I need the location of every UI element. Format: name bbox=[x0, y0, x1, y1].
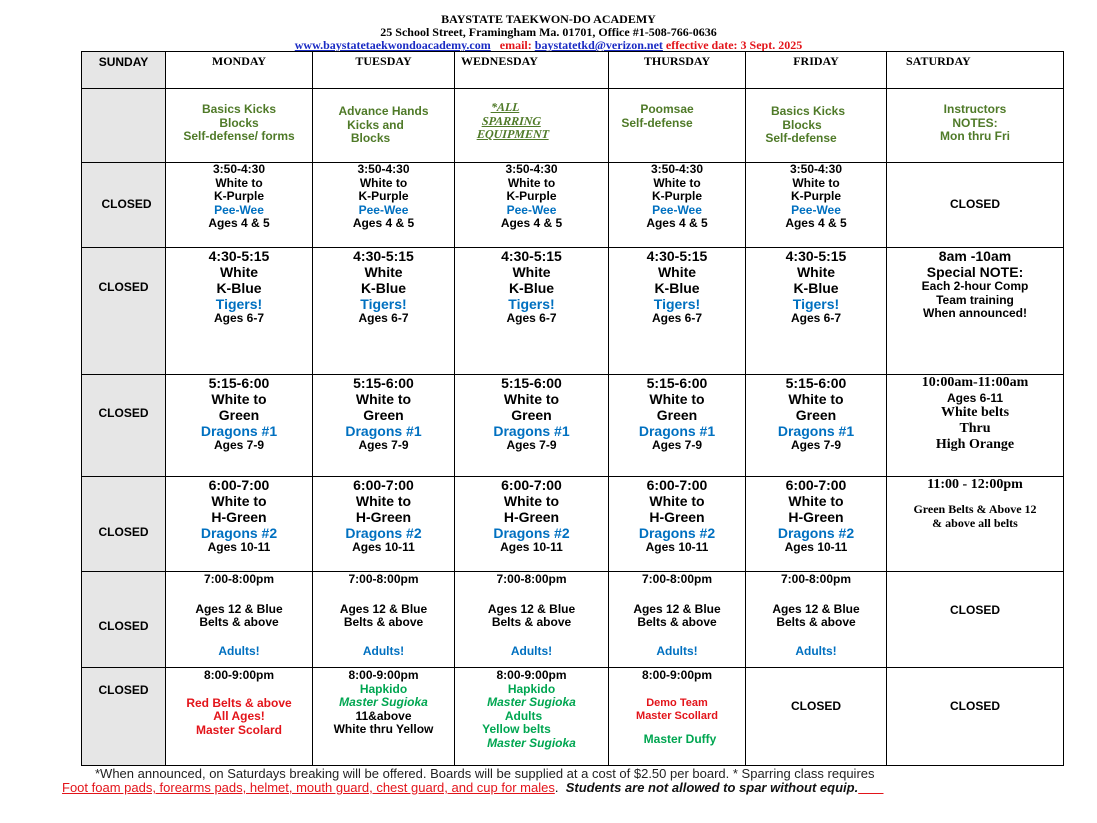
tigers-row bbox=[82, 248, 1064, 375]
day-header-saturday: SATURDAY bbox=[887, 52, 1064, 89]
adults-row bbox=[82, 572, 1064, 668]
day-header-tuesday: TUESDAY bbox=[313, 52, 455, 89]
footer-note: *When announced, on Saturdays breaking will be offered. Boards will be supplied at a cost of $2.50 per board. * Sparring class requires bbox=[95, 766, 875, 781]
saturday-green-class: 11:00 - 12:00pm Green Belts & Above 12 & above all belts bbox=[887, 477, 1064, 572]
class-slot: 5:15-6:00 White to Green Dragons #1 Ages 7-9 bbox=[313, 375, 455, 477]
sunday-closed: CLOSED bbox=[82, 572, 166, 668]
email-link[interactable]: baystatetkd@verizon.net bbox=[534, 38, 663, 52]
contact-line bbox=[0, 38, 1097, 52]
class-slot: 5:15-6:00 White to Green Dragons #1 Ages 7-9 bbox=[746, 375, 887, 477]
late-row bbox=[82, 668, 1064, 766]
class-slot: 6:00-7:00 White to H-Green Dragons #2 Ages 10-11 bbox=[455, 477, 609, 572]
class-slot: 5:15-6:00 White to Green Dragons #1 Ages 7-9 bbox=[609, 375, 746, 477]
class-slot: 4:30-5:15 White K-Blue Tigers! Ages 6-7 bbox=[609, 248, 746, 375]
day-header-thursday: THURSDAY bbox=[609, 52, 746, 89]
day-header-sunday: SUNDAY bbox=[82, 52, 166, 89]
wednesday-topic: *ALL SPARRING EQUIPMENT bbox=[455, 89, 609, 163]
class-slot: 5:15-6:00 White to Green Dragons #1 Ages 7-9 bbox=[455, 375, 609, 477]
day-header-wednesday: WEDNESDAY bbox=[455, 52, 609, 89]
class-slot: 7:00-8:00pm Ages 12 & Blue Belts & above Adults! bbox=[313, 572, 455, 668]
dragons1-row bbox=[82, 375, 1064, 477]
class-slot: 4:30-5:15 White K-Blue Tigers! Ages 6-7 bbox=[455, 248, 609, 375]
class-slot: 6:00-7:00 White to H-Green Dragons #2 Ages 10-11 bbox=[746, 477, 887, 572]
friday-topic: Basics Kicks Blocks Self-defense bbox=[746, 89, 887, 163]
saturday-kids-class: 10:00am-11:00am Ages 6-11 White belts Thru High Orange bbox=[887, 375, 1064, 477]
effective-date: effective date: 3 Sept. 2025 bbox=[665, 38, 803, 52]
class-slot: 3:50-4:30 White to K-Purple Pee-Wee Ages 4 & 5 bbox=[746, 163, 887, 248]
footer-equipment-note: Foot foam pads, forearms pads, helmet, mouth guard, chest guard, and cup for males. Students are not allowed to spar without equip. bbox=[62, 780, 859, 795]
email-label: email: bbox=[499, 38, 532, 52]
class-slot: 3:50-4:30 White to K-Purple Pee-Wee Ages 4 & 5 bbox=[166, 163, 313, 248]
saturday-closed: CLOSED bbox=[887, 668, 1064, 766]
class-slot: 7:00-8:00pm Ages 12 & Blue Belts & above Adults! bbox=[166, 572, 313, 668]
class-slot: 6:00-7:00 White to H-Green Dragons #2 Ages 10-11 bbox=[609, 477, 746, 572]
dragons2-row bbox=[82, 477, 1064, 572]
class-slot: 5:15-6:00 White to Green Dragons #1 Ages 7-9 bbox=[166, 375, 313, 477]
class-slot: 4:30-5:15 White K-Blue Tigers! Ages 6-7 bbox=[313, 248, 455, 375]
day-header-row bbox=[82, 52, 1064, 89]
saturday-closed: CLOSED bbox=[887, 572, 1064, 668]
day-header-monday: MONDAY bbox=[166, 52, 313, 89]
class-slot: 7:00-8:00pm Ages 12 & Blue Belts & above Adults! bbox=[746, 572, 887, 668]
sunday-topic-cell bbox=[82, 89, 166, 163]
class-slot: 3:50-4:30 White to K-Purple Pee-Wee Ages 4 & 5 bbox=[455, 163, 609, 248]
class-slot: 4:30-5:15 White K-Blue Tigers! Ages 6-7 bbox=[746, 248, 887, 375]
equipment-list: Foot foam pads, forearms pads, helmet, mouth guard, chest guard, and cup for males bbox=[62, 780, 555, 795]
thursday-topic: Poomsae Self-defense bbox=[609, 89, 746, 163]
saturday-closed: CLOSED bbox=[887, 163, 1064, 248]
sunday-closed: CLOSED bbox=[82, 163, 166, 248]
sunday-closed: CLOSED bbox=[82, 248, 166, 375]
class-slot: 7:00-8:00pm Ages 12 & Blue Belts & above Adults! bbox=[455, 572, 609, 668]
monday-topic: Basics Kicks Blocks Self-defense/ forms bbox=[166, 89, 313, 163]
academy-address: 25 School Street, Framingham Ma. 01701, Office #1-508-766-0636 bbox=[380, 25, 717, 39]
class-slot: 7:00-8:00pm Ages 12 & Blue Belts & above Adults! bbox=[609, 572, 746, 668]
sparring-warning: Students are not allowed to spar without equip. bbox=[565, 780, 859, 795]
class-slot: 3:50-4:30 White to K-Purple Pee-Wee Ages 4 & 5 bbox=[609, 163, 746, 248]
saturday-instructors-notes: Instructors NOTES: Mon thru Fri bbox=[887, 89, 1064, 163]
class-slot: 6:00-7:00 White to H-Green Dragons #2 Ages 10-11 bbox=[166, 477, 313, 572]
website-link[interactable]: www.baystatetaekwondoacademy.com bbox=[294, 38, 491, 52]
friday-closed: CLOSED bbox=[746, 668, 887, 766]
tuesday-late-class: 8:00-9:00pm Hapkido Master Sugioka 11&above White thru Yellow bbox=[313, 668, 455, 766]
topics-row bbox=[82, 89, 1064, 163]
day-header-friday: FRIDAY bbox=[746, 52, 887, 89]
academy-title: BAYSTATE TAEKWON-DO ACADEMY bbox=[441, 12, 656, 26]
sunday-closed: CLOSED bbox=[82, 668, 166, 766]
thursday-late-class: 8:00-9:00pm Demo Team Master Scollard Master Duffy bbox=[609, 668, 746, 766]
class-slot: 6:00-7:00 White to H-Green Dragons #2 Ages 10-11 bbox=[313, 477, 455, 572]
wednesday-late-class: 8:00-9:00pm Hapkido Master Sugioka Adults Yellow belts Master Sugioka bbox=[455, 668, 609, 766]
monday-late-class: 8:00-9:00pm Red Belts & above All Ages! Master Scolard bbox=[166, 668, 313, 766]
sunday-closed: CLOSED bbox=[82, 477, 166, 572]
schedule-table bbox=[81, 51, 1064, 766]
class-slot: 4:30-5:15 White K-Blue Tigers! Ages 6-7 bbox=[166, 248, 313, 375]
class-slot: 3:50-4:30 White to K-Purple Pee-Wee Ages 4 & 5 bbox=[313, 163, 455, 248]
saturday-comp-team: 8am -10am Special NOTE: Each 2-hour Comp Team training When announced! bbox=[887, 248, 1064, 375]
peewee-row bbox=[82, 163, 1064, 248]
tuesday-topic: Advance Hands Kicks and Blocks bbox=[313, 89, 455, 163]
sunday-closed: CLOSED bbox=[82, 375, 166, 477]
